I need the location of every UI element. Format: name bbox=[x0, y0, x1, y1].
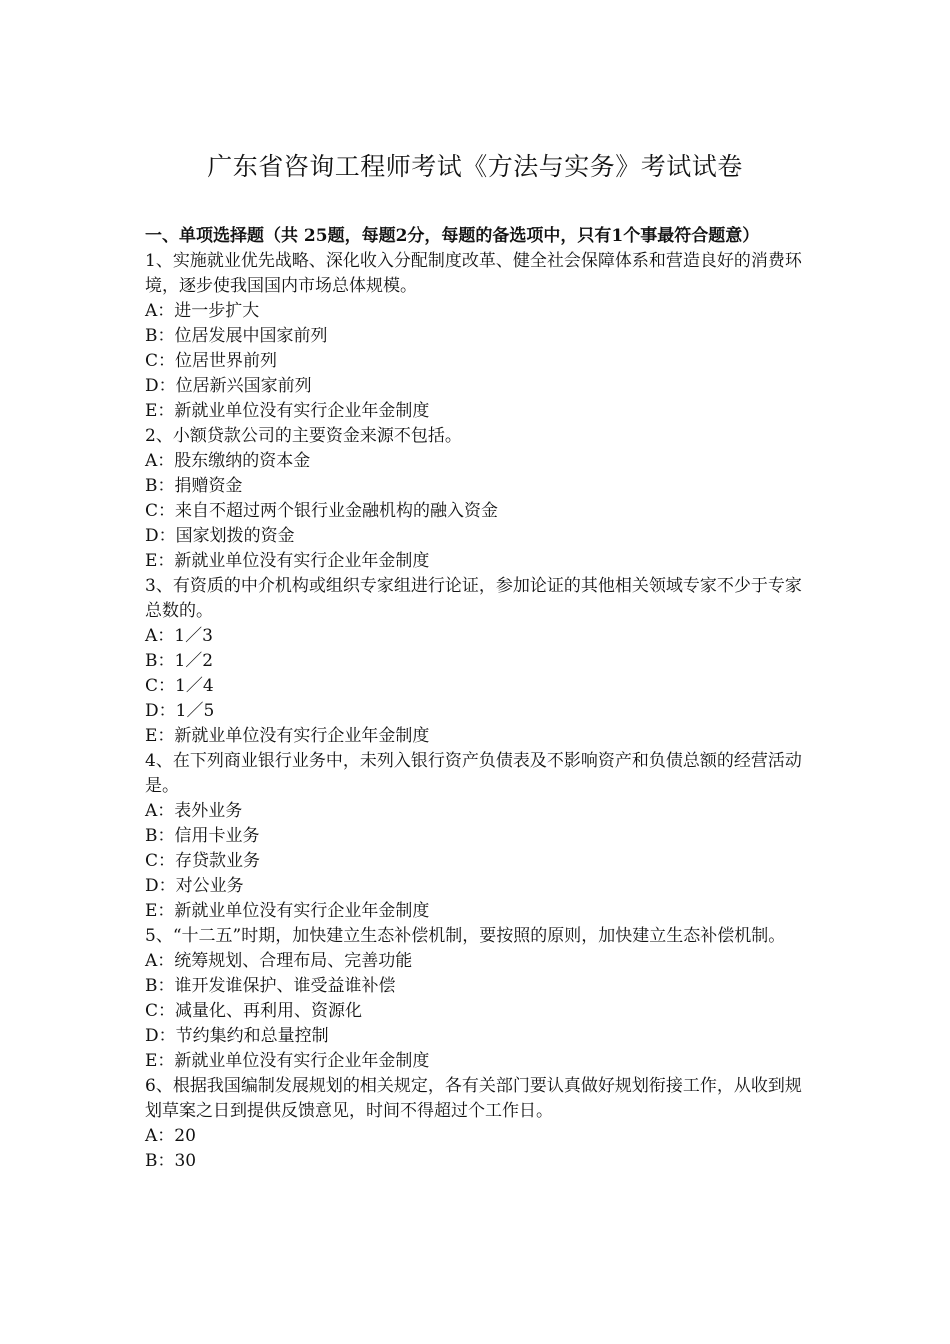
option-c: C：减量化、再利用、资源化 bbox=[145, 1001, 363, 1021]
option-b: B：信用卡业务 bbox=[145, 826, 260, 846]
question-text: 5、“十二五”时期，加快建立生态补偿机制，要按照的原则，加快建立生态补偿机制。 bbox=[145, 926, 786, 946]
option-a: A：20 bbox=[145, 1126, 196, 1146]
option-e: E：新就业单位没有实行企业年金制度 bbox=[145, 551, 430, 571]
option-e: E：新就业单位没有实行企业年金制度 bbox=[145, 1051, 430, 1071]
question-text: 6、根据我国编制发展规划的相关规定，各有关部门要认真做好规划衔接工作，从收到规划草案之日到提供反馈意见，时间不得超过个工作日。 bbox=[145, 1076, 802, 1121]
document-body bbox=[145, 224, 810, 1174]
option-e: E：新就业单位没有实行企业年金制度 bbox=[145, 726, 430, 746]
question-block bbox=[145, 749, 810, 924]
option-a: A：1／3 bbox=[145, 626, 213, 646]
question-block bbox=[145, 924, 810, 1074]
option-d: D：1／5 bbox=[145, 701, 215, 721]
option-d: D：对公业务 bbox=[145, 876, 244, 896]
option-b: B：30 bbox=[145, 1151, 197, 1171]
question-text: 3、有资质的中介机构或组织专家组进行论证，参加论证的其他相关领域专家不少于专家总数的。 bbox=[145, 576, 802, 621]
option-d: D：节约集约和总量控制 bbox=[145, 1026, 329, 1046]
option-c: C：来自不超过两个银行业金融机构的融入资金 bbox=[145, 501, 499, 521]
question-block bbox=[145, 574, 810, 749]
option-a: A：进一步扩大 bbox=[145, 301, 260, 321]
option-c: C：位居世界前列 bbox=[145, 351, 278, 371]
option-c: C：1／4 bbox=[145, 676, 214, 696]
option-e: E：新就业单位没有实行企业年金制度 bbox=[145, 401, 430, 421]
question-block bbox=[145, 1074, 810, 1174]
question-text: 2、小额贷款公司的主要资金来源不包括。 bbox=[145, 426, 462, 446]
question-block bbox=[145, 424, 810, 574]
option-a: A：统筹规划、合理布局、完善功能 bbox=[145, 951, 413, 971]
option-b: B：位居发展中国家前列 bbox=[145, 326, 328, 346]
option-a: A：股东缴纳的资本金 bbox=[145, 451, 311, 471]
option-b: B：1／2 bbox=[145, 651, 214, 671]
document-title: 广东省咨询工程师考试《方法与实务》考试试卷 bbox=[207, 152, 743, 181]
question-text: 1、实施就业优先战略、深化收入分配制度改革、健全社会保障体系和营造良好的消费环境，逐步使我国国内市场总体规模。 bbox=[145, 251, 802, 296]
option-e: E：新就业单位没有实行企业年金制度 bbox=[145, 901, 430, 921]
option-c: C：存贷款业务 bbox=[145, 851, 261, 871]
section-heading: 一、单项选择题（共 25题，每题2分，每题的备选项中，只有1个事最符合题意） bbox=[145, 226, 760, 246]
question-text: 4、在下列商业银行业务中，未列入银行资产负债表及不影响资产和负债总额的经营活动是。 bbox=[145, 751, 802, 796]
option-b: B：捐赠资金 bbox=[145, 476, 243, 496]
question-block bbox=[145, 249, 810, 424]
option-b: B：谁开发谁保护、谁受益谁补偿 bbox=[145, 976, 396, 996]
option-a: A：表外业务 bbox=[145, 801, 243, 821]
option-d: D：位居新兴国家前列 bbox=[145, 376, 312, 396]
option-d: D：国家划拨的资金 bbox=[145, 526, 295, 546]
